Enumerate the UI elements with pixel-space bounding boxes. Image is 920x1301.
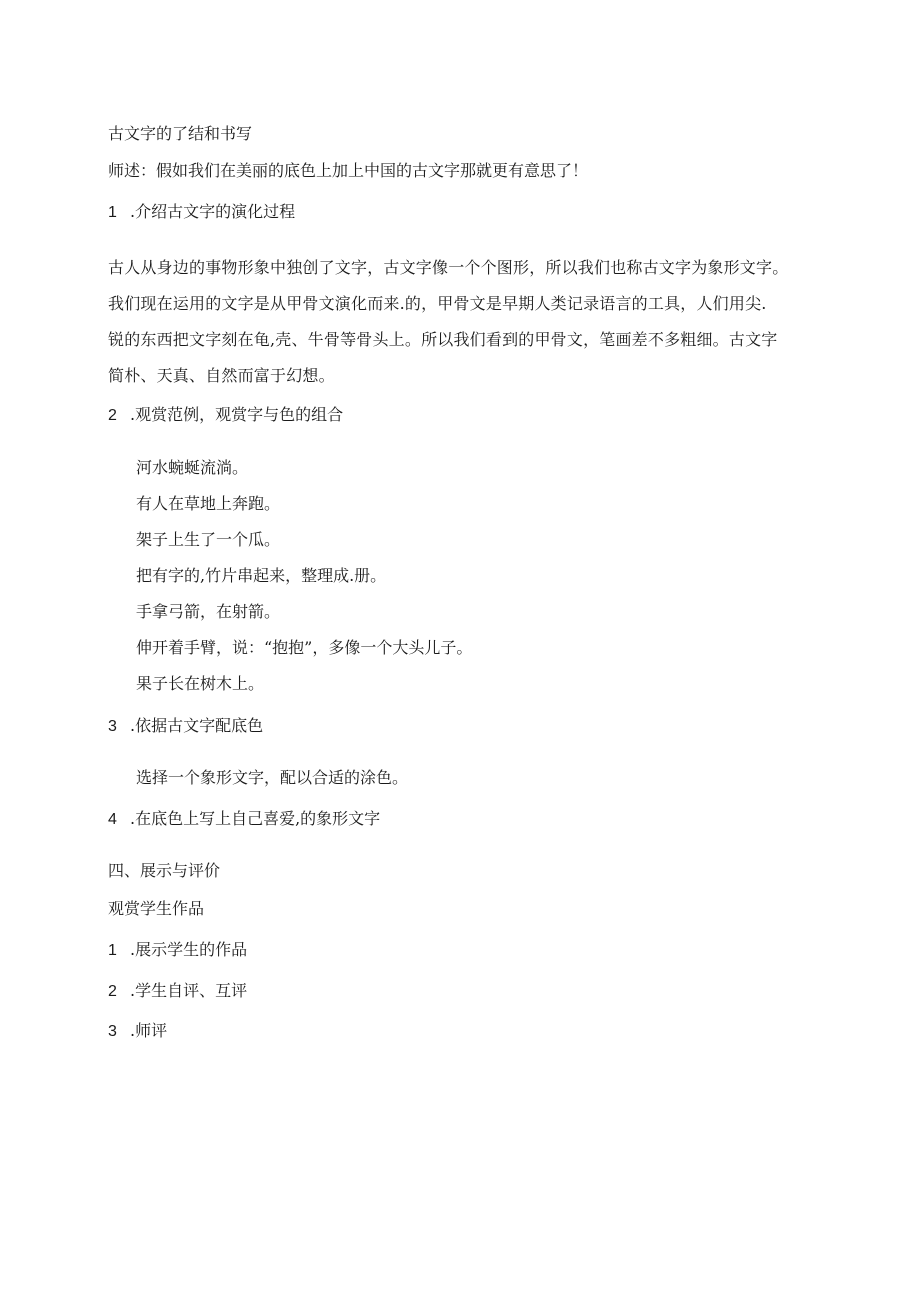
step-text: .学生自评、互评 <box>130 981 248 1000</box>
step-text: .介绍古文字的演化过程 <box>130 202 296 221</box>
step-number: 3 <box>108 1023 117 1040</box>
example-item: 架子上生了一个瓜。 <box>136 530 281 549</box>
step-text: .依据古文字配底色 <box>130 716 264 735</box>
step-number: 2 <box>108 407 117 424</box>
example-item: 河水蜿蜒流淌。 <box>136 458 249 477</box>
paragraph-line: 锐的东西把文字刻在龟,壳、牛骨等骨头上。所以我们看到的甲骨文，笔画差不多粗细。古文字 <box>108 330 778 349</box>
eval-item <box>108 1020 167 1043</box>
step-text: .在底色上写上自己喜爱,的象形文字 <box>130 809 381 828</box>
step-3 <box>108 715 263 738</box>
step-4 <box>108 808 380 831</box>
intro-line: 师述：假如我们在美丽的底色上加上中国的古文字那就更有意思了！ <box>108 161 589 180</box>
step-number: 1 <box>108 942 117 959</box>
step-number: 3 <box>108 718 117 735</box>
step-number: 2 <box>108 983 117 1000</box>
paragraph-line: 简朴、天真、自然而富于幻想。 <box>108 366 335 385</box>
step-text: .展示学生的作品 <box>130 940 248 959</box>
step-number: 1 <box>108 204 117 221</box>
example-item: 果子长在树木上。 <box>136 674 265 693</box>
paragraph-line: 我们现在运用的文字是从甲骨文演化而来.的，甲骨文是早期人类记录语言的工具，人们用尖. <box>108 294 767 313</box>
step-1 <box>108 201 295 224</box>
paragraph-line: 古人从身边的事物形象中独创了文字，古文字像一个个图形，所以我们也称古文字为象形文字。 <box>108 258 789 277</box>
step-text: .观赏范例，观赏字与色的组合 <box>130 405 344 424</box>
section-title: 古文字的了结和书写 <box>108 124 253 143</box>
evolution-paragraph <box>108 250 820 394</box>
step-text: .师评 <box>130 1021 168 1040</box>
example-item: 有人在草地上奔跑。 <box>136 494 281 513</box>
example-item: 手拿弓箭，在射箭。 <box>136 602 281 621</box>
step-number: 4 <box>108 811 117 828</box>
eval-item <box>108 939 247 962</box>
example-item: 把有字的,竹片串起来，整理成.册。 <box>136 566 387 585</box>
example-item: 伸开着手臂，说：“抱抱”，多像一个大头儿子。 <box>136 638 473 657</box>
eval-item <box>108 980 247 1003</box>
step-2 <box>108 404 343 427</box>
section-4-title: 四、展示与评价 <box>108 861 221 880</box>
step-3-detail: 选择一个象形文字，配以合适的涂色。 <box>136 768 409 787</box>
section-4-subtitle: 观赏学生作品 <box>108 899 205 918</box>
